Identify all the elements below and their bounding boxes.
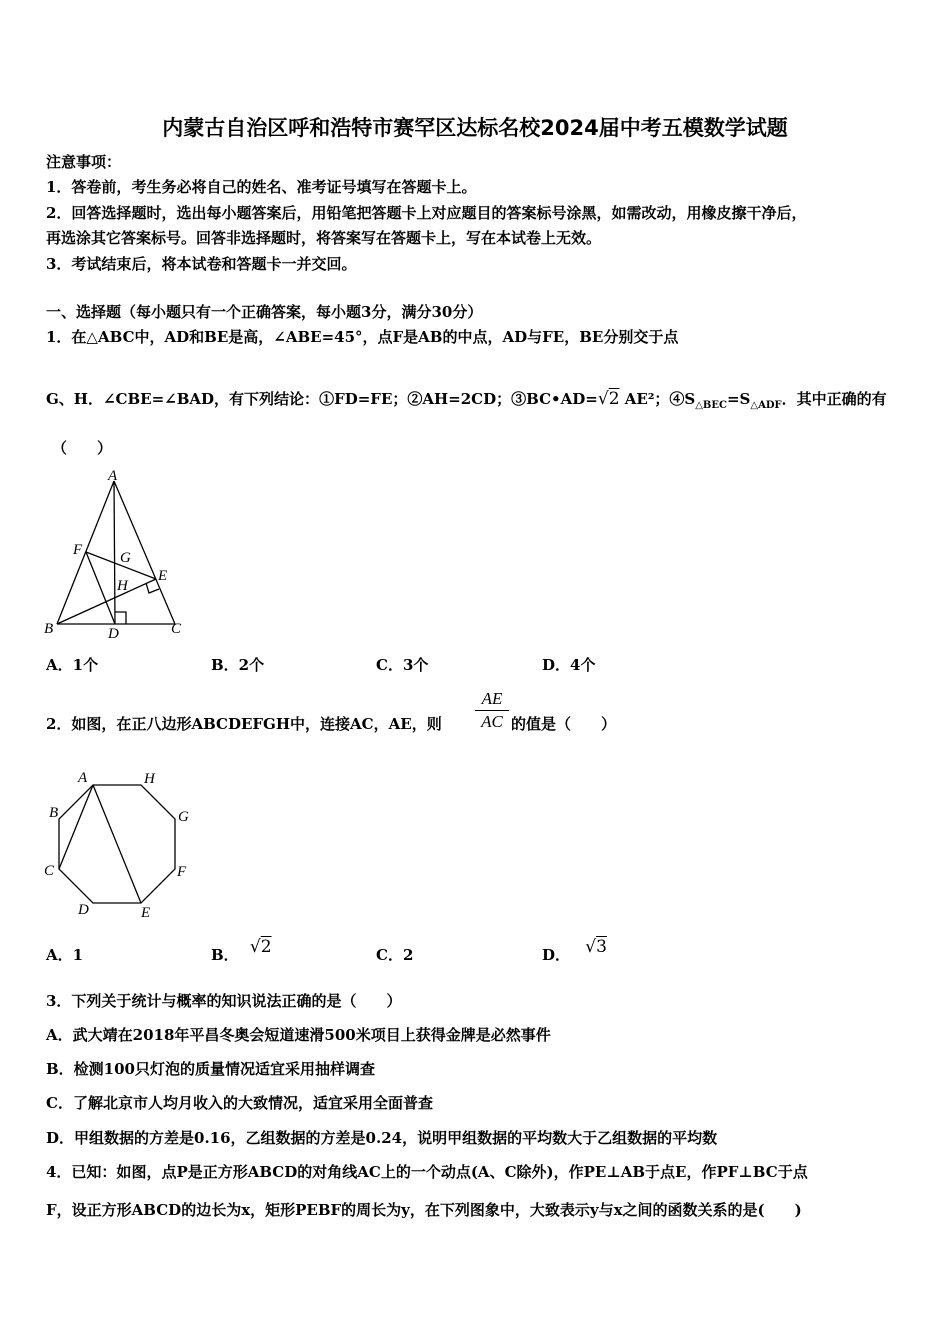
q1-line2-b: AE²；④S (624, 390, 696, 408)
fraction-ae-ac (475, 688, 509, 733)
octagon-figure (40, 768, 200, 920)
q3-option-b: B．检测100只灯泡的质量情况适宜采用抽样调查 (46, 1060, 375, 1078)
q1-line2 (46, 389, 887, 416)
sqrt-symbol: √3 (585, 937, 607, 957)
q1-option-d: D．4个 (542, 656, 596, 674)
label-e: E (141, 905, 151, 920)
q1-line2-a: G、H．∠CBE=∠BAD，有下列结论：①FD=FE；②AH=2CD；③BC•AD= (46, 390, 598, 408)
right-angle-e (146, 583, 159, 593)
q2-option-a: A．1 (46, 946, 84, 964)
label-a: A (78, 770, 88, 786)
section-heading: 一、选择题（每小题只有一个正确答案，每小题3分，满分30分） (46, 303, 483, 321)
label-a: A (108, 468, 118, 484)
label-d: D (108, 626, 119, 642)
label-h: H (117, 578, 128, 594)
triangle-figure (40, 466, 200, 646)
diagonal-ac (59, 785, 93, 869)
q3-option-d: D．甲组数据的方差是0.16，乙组数据的方差是0.24，说明甲组数据的平均数大于乙组数据的平均数 (46, 1129, 718, 1147)
notice-heading: 注意事项： (46, 153, 122, 171)
label-c: C (171, 621, 182, 637)
q1-eq: =S (726, 390, 751, 408)
notice-item-2a: 2．回答选择题时，选出每小题答案后，用铅笔把答题卡上对应题目的答案标号涂黑，如需改动，用橡皮擦干净后， (46, 204, 807, 222)
notice-item-3: 3．考试结束后，将本试卷和答题卡一并交回。 (46, 255, 357, 273)
q4-line2: F，设正方形ABCD的边长为x，矩形PEBF的周长为y，在下列图象中，大致表示y与x之间的函数关系的是( ) (46, 1201, 802, 1219)
q2-option-c: C．2 (376, 946, 414, 964)
label-d: D (78, 902, 89, 918)
notice-item-2b: 再选涂其它答案标号。回答非选择题时，将答案写在答题卡上，写在本试卷上无效。 (46, 229, 602, 247)
page-title: 内蒙古自治区呼和浩特市赛罕区达标名校2024届中考五模数学试题 (162, 116, 788, 140)
label-g: G (178, 809, 189, 825)
q2-stem-a: 2．如图，在正八边形ABCDEFGH中，连接AC，AE，则 (46, 715, 442, 733)
label-f: F (177, 864, 187, 880)
label-h: H (144, 771, 155, 787)
q3-option-a: A．武大靖在2018年平昌冬奥会短道速滑500米项目上获得金牌是必然事件 (46, 1026, 551, 1044)
subscript-bec: △BEC (695, 400, 727, 411)
q1-line1: 1．在△ABC中，AD和BE是高，∠ABE=45°，点F是AB的中点，AD与FE，BE分别交于点 (46, 328, 679, 346)
label-b: B (49, 805, 59, 821)
diagonal-ae (93, 785, 141, 903)
altitude-ad (114, 481, 115, 624)
label-b: B (44, 621, 54, 637)
sqrt-symbol: √2 (597, 389, 620, 409)
label-f: F (73, 542, 83, 558)
q2-stem-b: 的值是（ ） (511, 715, 617, 733)
q1-line2-c: ．其中正确的有 (781, 390, 887, 408)
q3-option-c: C．了解北京市人均月收入的大致情况，适宜采用全面普查 (46, 1094, 433, 1112)
right-angle-d (115, 612, 126, 624)
notice-item-1: 1．答卷前，考生务必将自己的姓名、准考证号填写在答题卡上。 (46, 178, 477, 196)
subscript-adf: △ADF (750, 400, 782, 411)
q2-option-b-label: B． (211, 946, 239, 964)
q2-option-d-label: D． (542, 946, 571, 964)
fraction-denominator: AC (481, 712, 503, 731)
q1-answer-paren: （ ） (52, 439, 113, 457)
sqrt-radicand: 2 (260, 937, 272, 957)
q1-option-a: A．1个 (46, 656, 99, 674)
q2-option-b (211, 937, 272, 965)
sqrt-radicand: 2 (608, 389, 620, 409)
q3-stem: 3．下列关于统计与概率的知识说法正确的是（ ） (46, 992, 402, 1010)
fraction-numerator: AE (475, 688, 509, 711)
label-g: G (120, 550, 131, 566)
segment-fd (86, 552, 115, 624)
q4-line1: 4．已知：如图，点P是正方形ABCD的对角线AC上的一个动点(A、C除外)，作PE⊥AB于点E，作PF⊥BC于点 (46, 1163, 808, 1181)
sqrt-radicand: 3 (596, 937, 607, 957)
sqrt-symbol: √2 (249, 937, 272, 957)
label-e: E (158, 568, 168, 584)
q2-option-d (542, 937, 607, 965)
q1-option-c: C．3个 (376, 656, 429, 674)
label-c: C (44, 863, 55, 879)
q1-option-b: B．2个 (211, 656, 265, 674)
